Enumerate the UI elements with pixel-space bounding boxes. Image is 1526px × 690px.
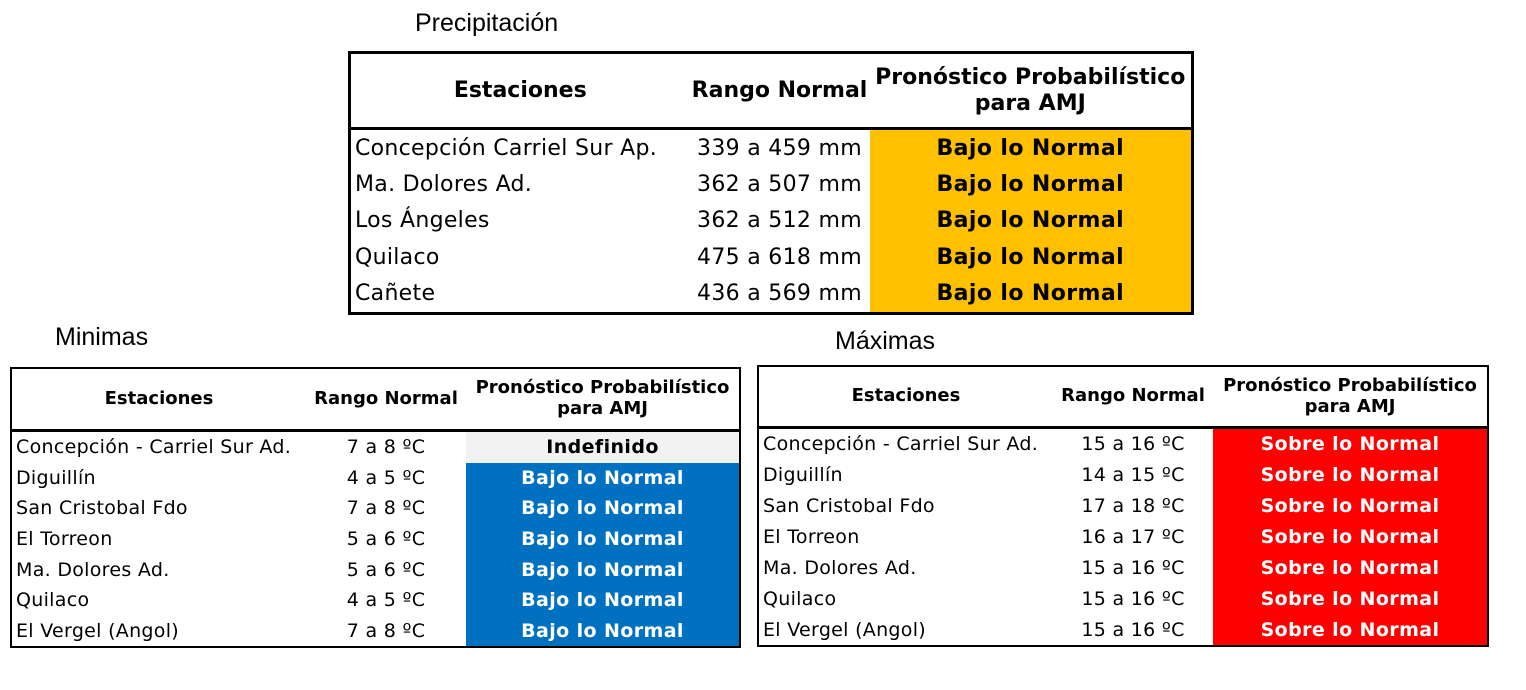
station-cell: El Vergel (Angol) — [16, 619, 180, 642]
station-cell: El Vergel (Angol) — [763, 618, 927, 641]
range-cell: 17 a 18 ºC — [1081, 495, 1185, 518]
station-cell: Quilaco — [355, 244, 440, 270]
table-row — [758, 428, 1488, 460]
forecast-cell: Bajo lo Normal — [466, 554, 740, 585]
station-cell: San Cristobal Fdo — [16, 497, 188, 520]
table-row — [11, 463, 740, 494]
range-cell: 4 a 5 ºC — [346, 589, 426, 612]
station-cell: Ma. Dolores Ad. — [16, 558, 170, 581]
forecast-cell: Bajo lo Normal — [870, 203, 1193, 239]
table-row — [350, 276, 1193, 314]
forecast-cell: Sobre lo Normal — [1213, 553, 1488, 584]
forecast-cell: Bajo lo Normal — [466, 493, 740, 524]
station-cell: Concepción - Carriel Sur Ad. — [763, 433, 1039, 456]
forecast-cell: Indefinido — [466, 431, 740, 463]
range-cell: 15 a 16 ºC — [1081, 587, 1185, 610]
range-cell: 362 a 507 mm — [697, 172, 862, 198]
forecast-cell: Bajo lo Normal — [870, 166, 1193, 202]
range-cell: 15 a 16 ºC — [1081, 618, 1185, 641]
range-cell: 14 a 15 ºC — [1081, 464, 1185, 487]
forecast-cell: Sobre lo Normal — [1213, 614, 1488, 646]
header-estaciones: Estaciones — [758, 366, 1053, 428]
range-cell: 15 a 16 ºC — [1081, 557, 1185, 579]
table-row — [350, 129, 1193, 167]
table-row — [350, 203, 1193, 239]
forecast-cell: Bajo lo Normal — [466, 616, 740, 648]
range-cell: 7 a 8 ºC — [346, 497, 426, 520]
forecast-cell: Sobre lo Normal — [1213, 428, 1488, 460]
table-row — [11, 431, 740, 463]
header-pronostico-line1: Pronóstico Probabilístico — [875, 65, 1186, 91]
maximas-table — [757, 365, 1489, 647]
station-cell: Concepción - Carriel Sur Ad. — [16, 436, 292, 459]
header-pronostico-line2: para AMJ — [1304, 395, 1396, 417]
maximas-table-body — [758, 428, 1488, 647]
header-pronostico — [870, 53, 1193, 129]
table-row — [11, 616, 740, 648]
table-row — [758, 614, 1488, 646]
station-cell: Quilaco — [16, 589, 90, 612]
forecast-cell: Sobre lo Normal — [1213, 583, 1488, 614]
header-pronostico — [1213, 366, 1488, 428]
range-cell: 475 a 618 mm — [697, 244, 862, 270]
table-header-row — [350, 53, 1193, 129]
station-cell: Diguillín — [763, 464, 843, 487]
table-row — [350, 166, 1193, 202]
minimas-table — [10, 367, 741, 648]
forecast-cell: Sobre lo Normal — [1213, 522, 1488, 553]
forecast-cell: Bajo lo Normal — [870, 129, 1193, 167]
header-pronostico-line1: Pronóstico Probabilístico — [475, 377, 730, 399]
station-cell: San Cristobal Fdo — [763, 495, 935, 518]
table-header-row — [758, 366, 1488, 428]
table-row — [758, 583, 1488, 614]
station-cell: Cañete — [355, 281, 436, 307]
range-cell: 16 a 17 ºC — [1081, 526, 1185, 549]
precipitacion-table — [348, 51, 1194, 315]
range-cell: 5 a 6 ºC — [346, 558, 426, 581]
station-cell: Los Ángeles — [355, 208, 490, 234]
header-pronostico-line1: Pronóstico Probabilístico — [1223, 374, 1477, 396]
table-row — [758, 553, 1488, 584]
header-rango-normal: Rango Normal — [690, 53, 870, 129]
table-row — [758, 460, 1488, 491]
table-row — [11, 585, 740, 616]
header-rango-normal: Rango Normal — [1053, 366, 1213, 428]
station-cell: El Torreon — [16, 528, 113, 551]
table-row — [758, 522, 1488, 553]
table-row — [11, 493, 740, 524]
maximas-title: Máximas — [835, 327, 936, 355]
forecast-cell: Sobre lo Normal — [1213, 460, 1488, 491]
range-cell: 15 a 16 ºC — [1081, 433, 1185, 456]
minimas-title: Minimas — [55, 323, 149, 351]
forecast-cell: Bajo lo Normal — [870, 276, 1193, 314]
forecast-cell: Bajo lo Normal — [466, 524, 740, 555]
header-pronostico-line2: para AMJ — [974, 90, 1086, 116]
range-cell: 7 a 8 ºC — [346, 436, 426, 459]
header-rango-normal: Rango Normal — [306, 368, 466, 431]
station-cell: Ma. Dolores Ad. — [355, 172, 533, 198]
header-pronostico — [466, 368, 740, 431]
table-header-row — [11, 368, 740, 431]
precipitacion-table-body — [350, 129, 1193, 314]
forecast-cell: Bajo lo Normal — [466, 463, 740, 494]
station-cell: Concepción Carriel Sur Ap. — [355, 135, 658, 161]
range-cell: 4 a 5 ºC — [346, 466, 426, 489]
forecast-cell: Bajo lo Normal — [870, 239, 1193, 275]
station-cell: Ma. Dolores Ad. — [763, 557, 917, 579]
range-cell: 339 a 459 mm — [697, 135, 862, 161]
minimas-table-body — [11, 431, 740, 648]
header-estaciones: Estaciones — [11, 368, 306, 431]
forecast-cell: Sobre lo Normal — [1213, 491, 1488, 522]
table-row — [11, 554, 740, 585]
station-cell: El Torreon — [763, 526, 860, 549]
range-cell: 362 a 512 mm — [697, 208, 862, 234]
precipitacion-title: Precipitación — [415, 9, 559, 37]
forecast-cell: Bajo lo Normal — [466, 585, 740, 616]
range-cell: 7 a 8 ºC — [346, 619, 426, 642]
header-estaciones: Estaciones — [350, 53, 690, 129]
table-row — [758, 491, 1488, 522]
station-cell: Quilaco — [763, 587, 837, 610]
range-cell: 436 a 569 mm — [697, 281, 862, 307]
range-cell: 5 a 6 ºC — [346, 528, 426, 551]
station-cell: Diguillín — [16, 466, 96, 489]
table-row — [11, 524, 740, 555]
table-row — [350, 239, 1193, 275]
header-pronostico-line2: para AMJ — [557, 398, 648, 419]
